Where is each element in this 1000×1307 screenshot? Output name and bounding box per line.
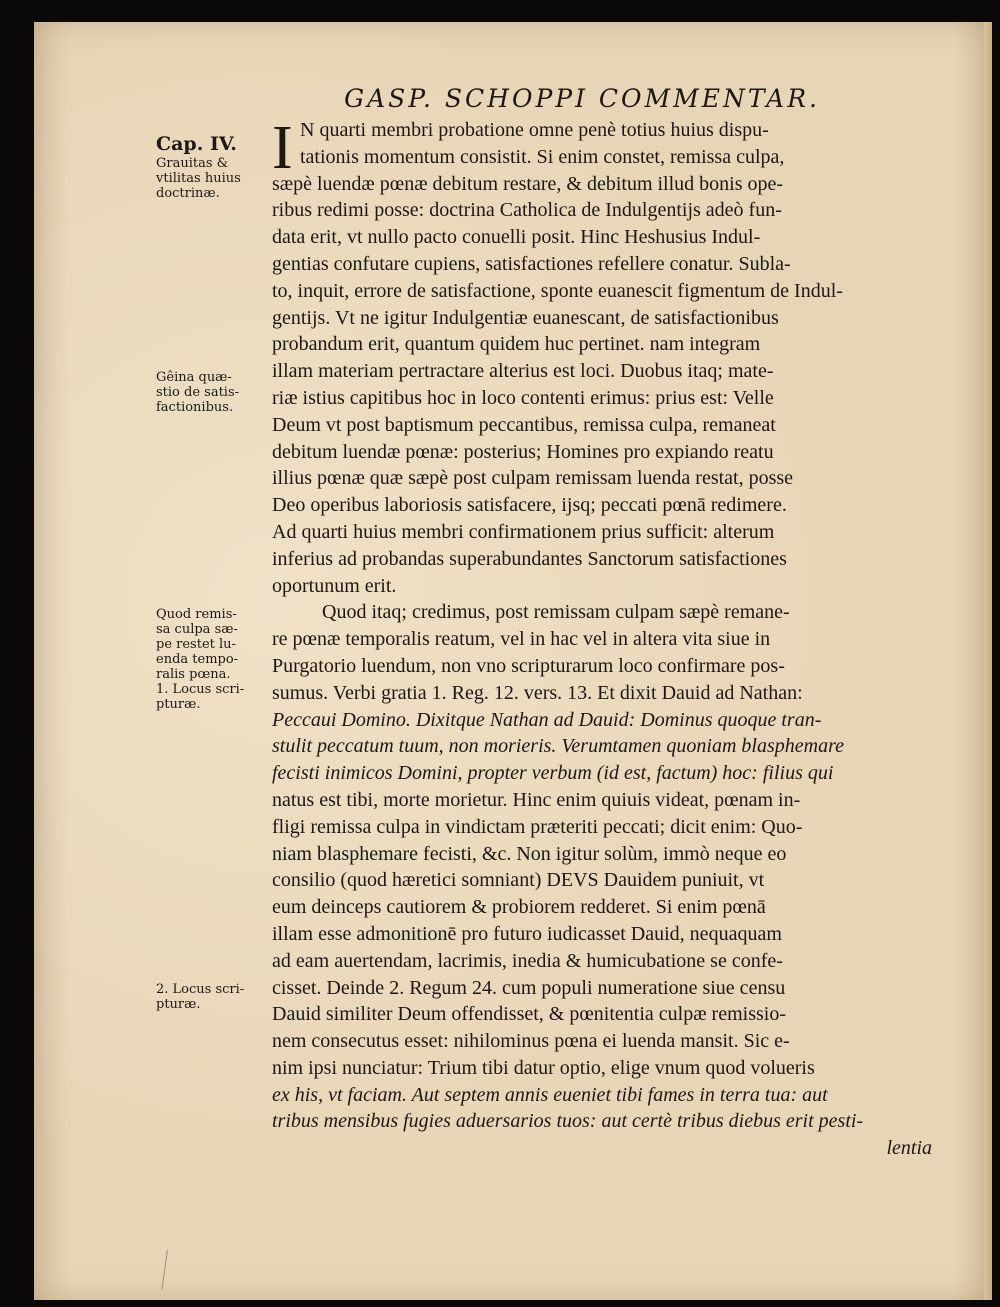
margin-note-question (156, 370, 268, 415)
text-line: gentias confutare cupiens, satisfactiones refellere conatur. Subla- (272, 252, 791, 275)
text-line: nem consecutus esset: nihilominus pœna ei luenda mansit. Sic e- (272, 1030, 790, 1053)
margin-note-line: Grauitas & (156, 156, 229, 171)
text-line: probandum erit, quantum quidem huc pertinet. nam integram (272, 333, 761, 356)
drop-capital: I (272, 114, 293, 182)
text-line: Deo operibus laboriosis satisfacere, ijsq; peccati pœnā redimere. (272, 494, 787, 517)
text-line: stulit peccatum tuum, non morieris. Verumtamen quoniam blasphemare (272, 735, 844, 758)
text-line: illam materiam pertractare alterius est loci. Duobus itaq; mate- (272, 360, 774, 383)
margin-note-line: Gêina quæ- (156, 370, 232, 385)
text-line: re pœnæ temporalis reatum, vel in hac vel in altera vita siue in (272, 628, 771, 651)
text-line: nim ipsi nunciatur: Trium tibi datur optio, elige vnum quod volueris (272, 1056, 815, 1079)
text-line: niam blasphemare fecisti, &c. Non igitur solùm, immò neque eo (272, 842, 787, 865)
margin-note-line: stio de satis- (156, 385, 240, 400)
text-line: sæpè luendæ pœnæ debitum restare, & debitum illud bonis ope- (272, 172, 784, 195)
margin-note-line: pturæ. (156, 997, 201, 1012)
text-line: tationis momentum consistit. Si enim constet, remissa culpa, (300, 145, 785, 168)
paper-mark (161, 1250, 197, 1294)
text-line: lentia (886, 1137, 932, 1160)
margin-note-line: pturæ. (156, 697, 201, 712)
margin-note-chapter (156, 132, 268, 201)
running-head: GASP. SCHOPPI COMMENTAR. (344, 84, 820, 113)
margin-note-line: enda tempo- (156, 652, 239, 667)
text-line: ribus redimi posse: doctrina Catholica de Indulgentijs adeò fun- (272, 199, 782, 222)
text-line: Quod itaq; credimus, post remissam culpam sæpè remane- (322, 601, 790, 624)
text-line: Dauid similiter Deum offendisset, & pœnitentia culpæ remissio- (272, 1003, 786, 1026)
text-line: Peccaui Domino. Dixitque Nathan ad Dauid: Dominus quoque tran- (272, 708, 822, 731)
body-text (272, 114, 932, 1162)
text-line: illius pœnæ quæ sæpè post culpam remissam luenda restat, posse (272, 467, 794, 490)
text-line: cisset. Deinde 2. Regum 24. cum populi numeratione siue censu (272, 976, 786, 999)
text-line: N quarti membri probatione omne penè totius huius dispu- (300, 119, 769, 141)
margin-note-scripture-2 (156, 982, 268, 1012)
margin-note-line: Cap. IV. (156, 133, 237, 155)
margin-note-line: doctrinæ. (156, 186, 220, 201)
margin-note-line: sa culpa sæ- (156, 622, 238, 637)
margin-note-line: 1. Locus scri- (156, 682, 245, 697)
text-line: sumus. Verbi gratia 1. Reg. 12. vers. 13. Et dixit Dauid ad Nathan: (272, 681, 803, 704)
page-edge (984, 22, 992, 1300)
text-line: natus est tibi, morte morietur. Hinc enim quiuis videat, pœnam in- (272, 788, 801, 811)
margin-notes (156, 120, 268, 1220)
text-line: inferius ad probandas superabundantes Sanctorum satisfactiones (272, 547, 787, 570)
margin-note-line: vtilitas huius (156, 171, 241, 186)
text-line: fligi remissa culpa in vindictam præteriti peccati; dicit enim: Quo- (272, 815, 803, 838)
text-line: Purgatorio luendum, non vno scripturarum loco confirmare pos- (272, 654, 785, 677)
margin-note-line: Quod remis- (156, 607, 237, 622)
text-line: ad eam auertendam, lacrimis, inedia & humicubatione se confe- (272, 949, 783, 972)
text-line: tribus mensibus fugies aduersarios tuos: aut certè tribus diebus erit pesti- (272, 1110, 864, 1133)
margin-note-line: 2. Locus scri- (156, 982, 245, 997)
text-line: to, inquit, errore de satisfactione, sponte euanescit figmentum de Indul- (272, 279, 843, 302)
text-line: oportunum erit. (272, 574, 397, 597)
text-line: debitum luendæ pœnæ: posterius; Homines pro expiando reatu (272, 440, 774, 463)
text-line: gentijs. Vt ne igitur Indulgentiæ euanescant, de satisfactionibus (272, 306, 779, 329)
text-line: illam esse admonitionē pro futuro iudicasset Dauid, nequaquam (272, 922, 782, 945)
text-line: fecisti inimicos Domini, propter verbum (id est, factum) hoc: filius qui (272, 762, 834, 785)
text-line: Ad quarti huius membri confirmationem prius sufficit: alterum (272, 520, 775, 543)
margin-note-line: factionibus. (156, 400, 234, 415)
text-line: data erit, vt nullo pacto conuelli posit. Hinc Heshusius Indul- (272, 226, 761, 249)
text-line: consilio (quod hæretici somniant) DEVS Dauidem puniuit, vt (272, 869, 765, 892)
text-line: riæ istius capitibus hoc in loco contenti erimus: prius est: Velle (272, 386, 774, 409)
margin-note-line: pe restet lu- (156, 637, 236, 652)
text-line: Deum vt post baptismum peccantibus, remissa culpa, remaneat (272, 413, 776, 436)
text-line: eum deinceps cautiorem & probiorem redderet. Si enim pœnā (272, 896, 766, 919)
margin-note-temporal-penalty (156, 607, 268, 712)
margin-note-line: ralis pœna. (156, 667, 231, 682)
text-line: ex his, vt faciam. Aut septem annis eueniet tibi fames in terra tua: aut (272, 1083, 828, 1106)
